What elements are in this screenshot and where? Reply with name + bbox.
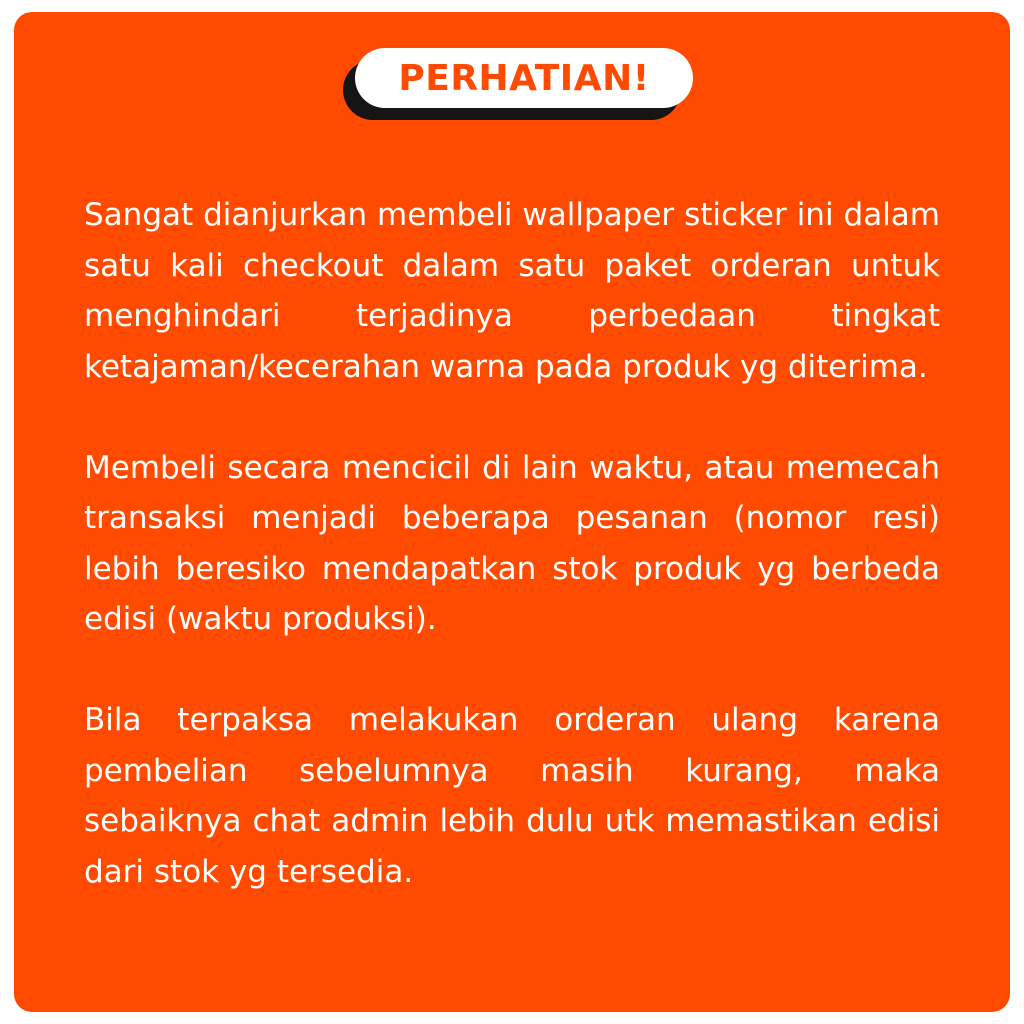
notice-title: PERHATIAN! — [398, 57, 650, 99]
notice-card — [14, 12, 1010, 1012]
title-badge — [341, 48, 697, 128]
notice-body — [84, 190, 940, 897]
notice-paragraph-1: Sangat dianjurkan membeli wallpaper sticker ini dalam satu kali checkout dalam satu paket orderan untuk menghindari terjadinya perbedaan tingkat ketajaman/kecerahan warna pada produk yg diterima. — [84, 197, 940, 385]
title-badge-pill — [355, 48, 693, 108]
notice-paragraph-2: Membeli secara mencicil di lain waktu, atau memecah transaksi menjadi beberapa pesanan (nomor resi) lebih beresiko mendapatkan stok produk yg berbeda edisi (waktu produksi). — [84, 449, 940, 637]
notice-paragraph-3: Bila terpaksa melakukan orderan ulang karena pembelian sebelumnya masih kurang, maka sebaiknya chat admin lebih dulu utk memastikan edisi dari stok yg tersedia. — [84, 702, 940, 890]
